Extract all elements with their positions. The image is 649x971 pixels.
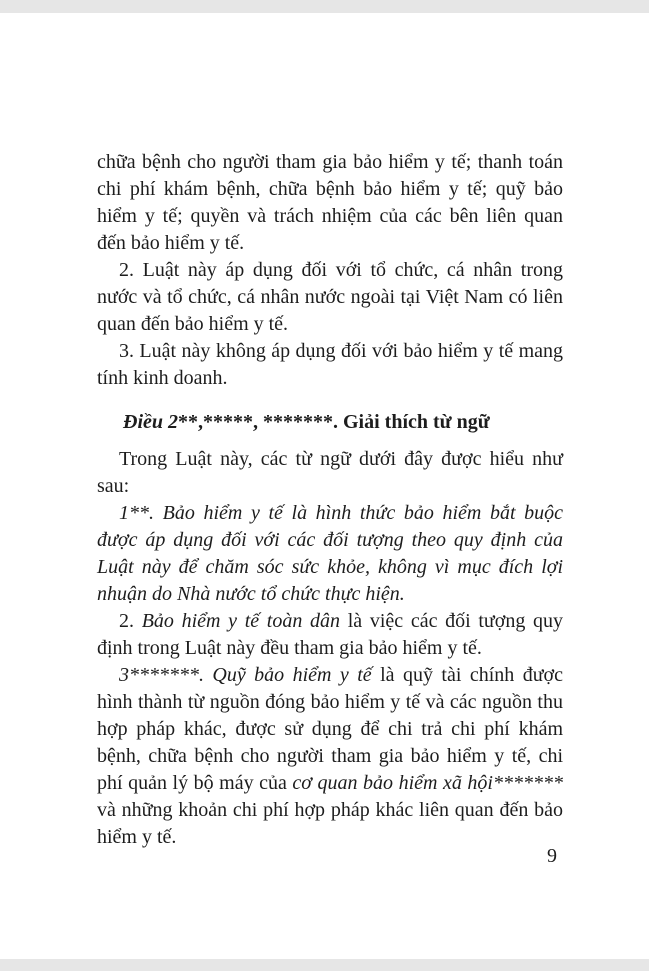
article-heading <box>97 409 563 436</box>
text-run: 3*******. Quỹ bảo hiểm y tế <box>119 664 372 686</box>
text-run: Trong Luật này, các từ ngữ dưới đây được hiểu như sau: <box>97 448 563 497</box>
text-run: **,*****, ******* <box>178 411 333 433</box>
text-run: là quỹ tài chính được hình thành từ nguồn đóng bảo hiểm y tế và các nguồn thu hợp pháp khác, được sử dụng để chi trả chi phí khám bệnh, chữa bệnh cho người tham gia bảo hiểm y tế, chi phí quản lý bộ máy của <box>97 664 563 794</box>
paragraph <box>97 338 563 392</box>
paragraph <box>97 257 563 338</box>
page-number: 9 <box>547 845 557 867</box>
text-run: cơ quan bảo hiểm xã hội******* <box>292 772 563 794</box>
paragraph <box>97 149 563 257</box>
paragraph <box>97 446 563 500</box>
paragraph <box>97 608 563 662</box>
paragraph <box>97 500 563 608</box>
text-run: chữa bệnh cho người tham gia bảo hiểm y tế; thanh toán chi phí khám bệnh, chữa bệnh bảo hiểm y tế; quỹ bảo hiểm y tế; quyền và trách nhiệm của các bên liên quan đến bảo hiểm y tế. <box>97 151 563 254</box>
text-run: 1**. Bảo hiểm y tế là hình thức bảo hiểm bắt buộc được áp dụng đối với các đối tượng theo quy định của Luật này để chăm sóc sức khỏe, không vì mục đích lợi nhuận do Nhà nước tổ chức thực hiện. <box>97 502 563 605</box>
text-run: 2. <box>119 610 142 632</box>
text-run: Điều 2 <box>123 411 178 433</box>
scan-edge-bottom <box>0 959 649 971</box>
scan-edge-top <box>0 0 649 13</box>
text-run: và những khoản chi phí hợp pháp khác liên quan đến bảo hiểm y tế. <box>97 799 563 848</box>
text-run: Bảo hiểm y tế toàn dân <box>141 610 341 632</box>
text-run: là việc các đối tượng quy định trong Luật này đều tham gia bảo hiểm y tế. <box>97 610 564 659</box>
text-run: 3. Luật này không áp dụng đối với bảo hiểm y tế mang tính kinh doanh. <box>97 340 563 389</box>
paragraph <box>97 662 563 851</box>
text-run: . Giải thích từ ngữ <box>333 411 490 433</box>
text-run: 2. Luật này áp dụng đối với tổ chức, cá nhân trong nước và tổ chức, cá nhân nước ngoài tại Việt Nam có liên quan đến bảo hiểm y tế. <box>97 259 563 335</box>
document-body <box>97 149 563 851</box>
